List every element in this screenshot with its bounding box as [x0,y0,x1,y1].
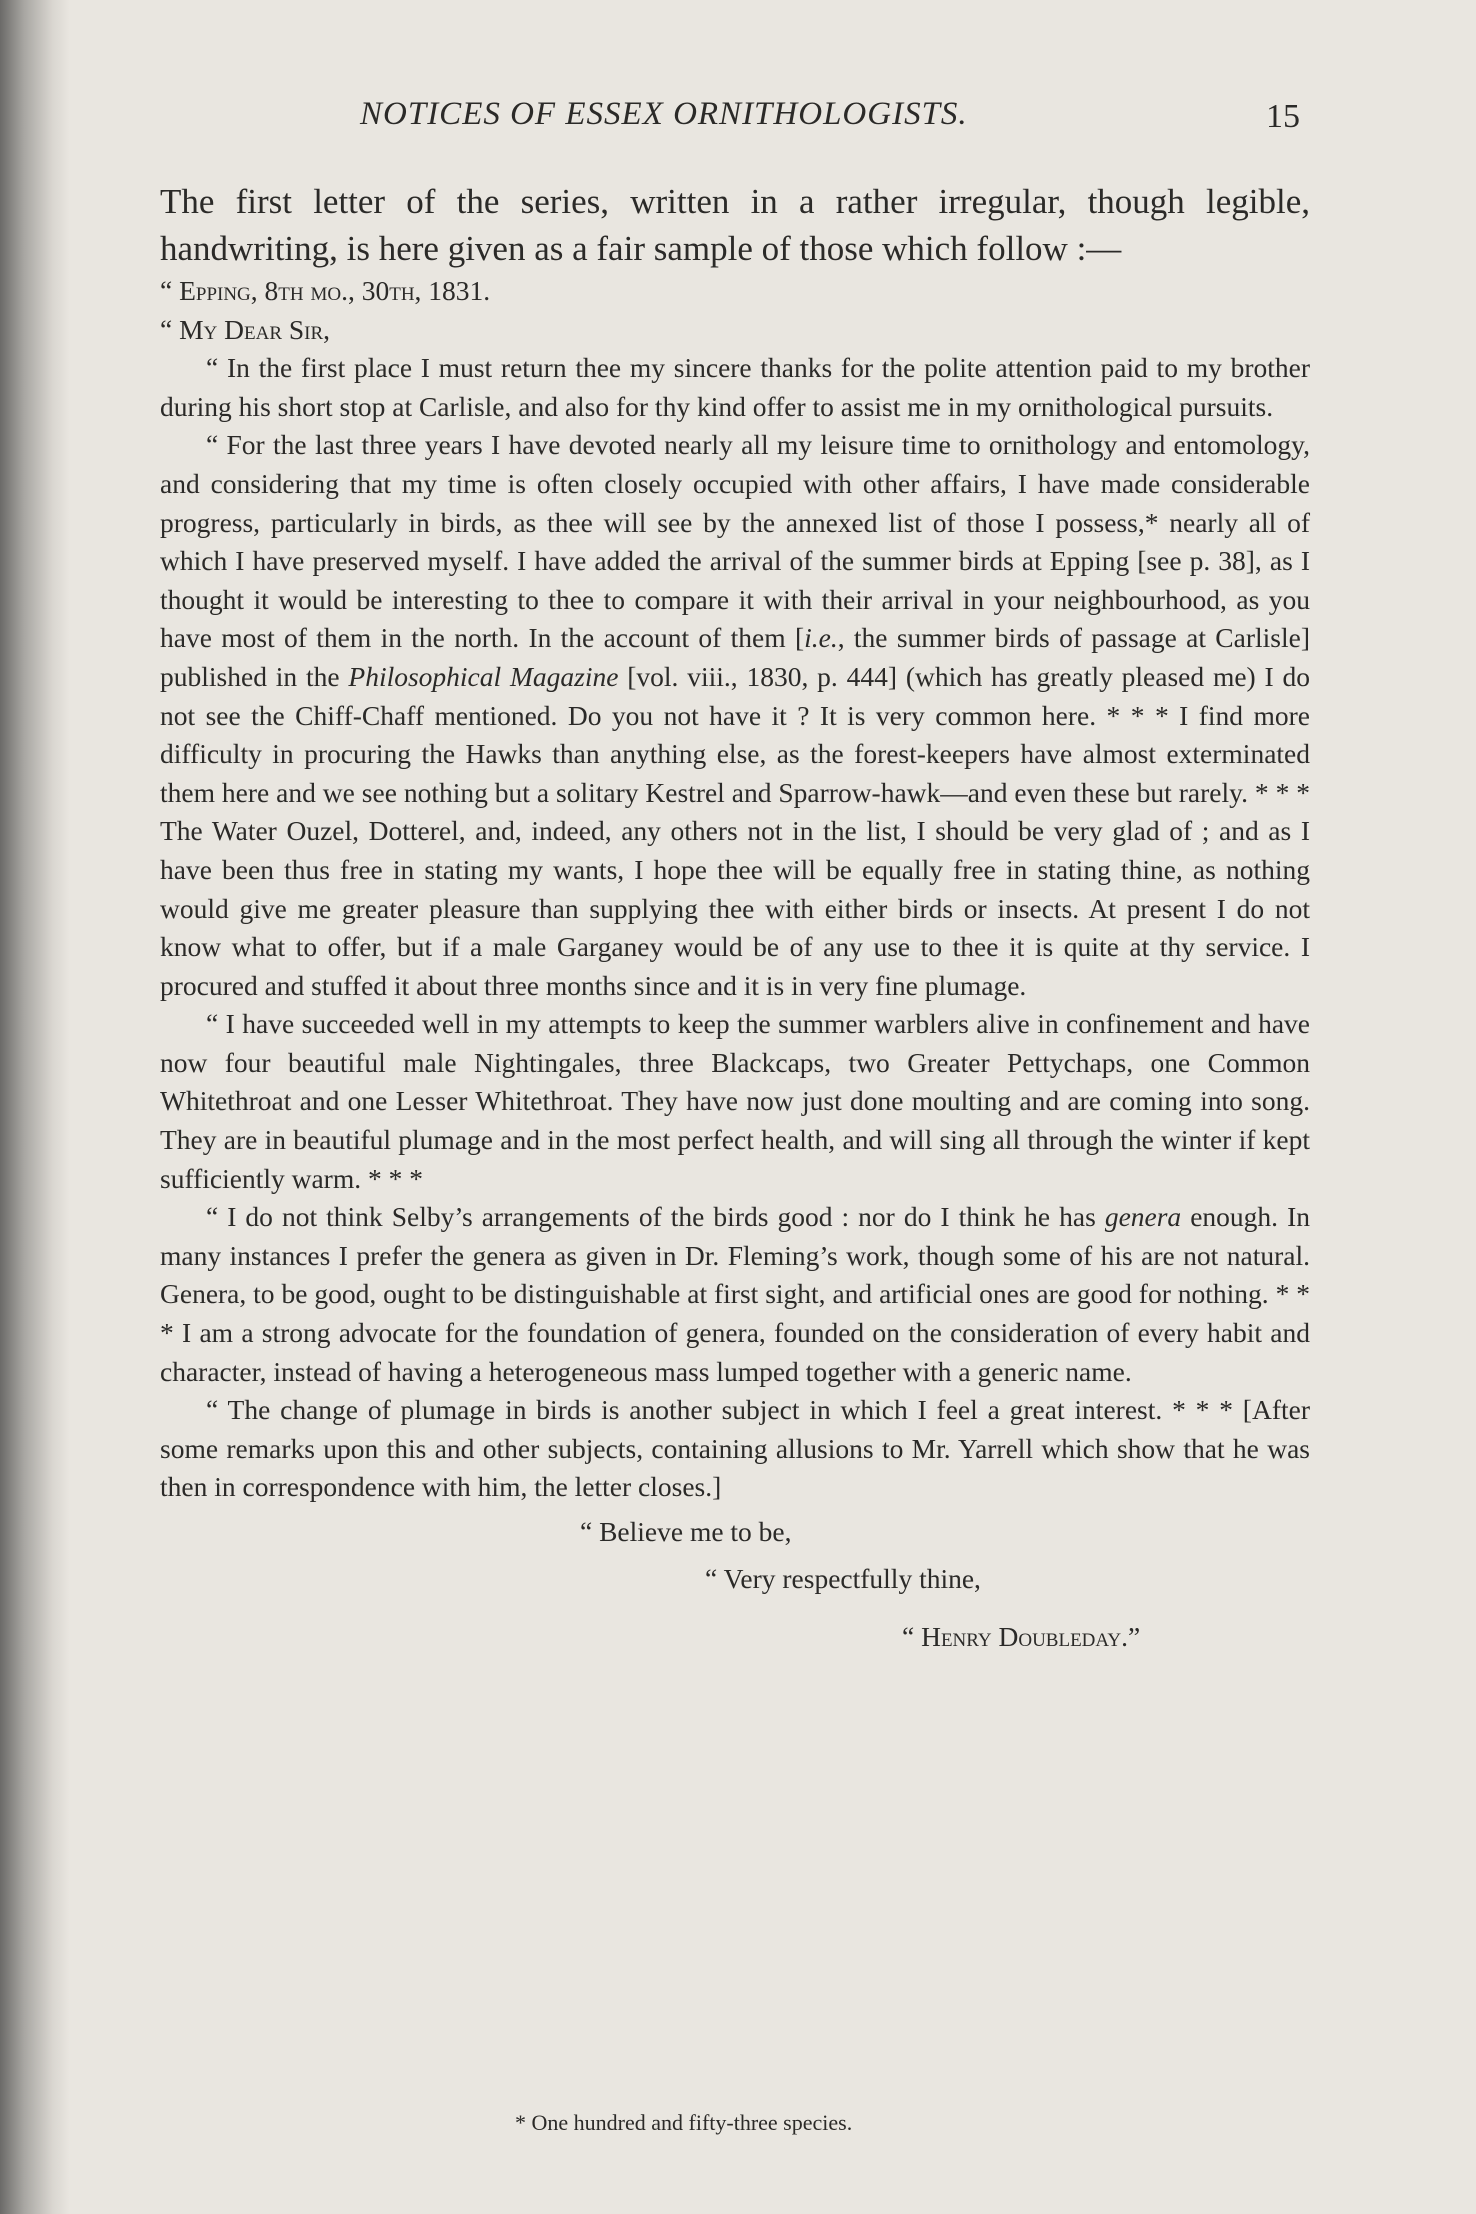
running-head: NOTICES OF ESSEX ORNITHOLOGISTS. [360,96,968,132]
letter-signature: “ Henry Doubleday.” [902,1621,1141,1653]
paragraph-2-text-c: [vol. viii., 1830, p. 444] (which has greatly pleased me) I do not see the Chiff-Chaff mentioned. Do you not have it ? It is very common here. * * * I find more difficulty in procuring the Hawks than anything else, as the forest-keepers have almost exterminated them here and we see nothing but a solitary Kestrel and Sparrow-hawk—and even these but rarely. * * * The Water Ouzel, Dotterel, and, indeed, any others not in the list, I should be very glad of ; and as I have been thus free in stating my wants, I hope thee will be equally free in stating thine, as nothing would give me greater pleasure than supplying thee with either birds or insects. At present I do not know what to offer, but if a male Garganey would be of any use to thee it is quite at thy service. I procured and stuffed it about three months since and it is in very fine plumage. [160,660,1310,1001]
letter-dateline: “ Epping, 8th mo., 30th, 1831. [160,275,491,306]
letter-closing-1: “ Believe me to be, [580,1516,792,1547]
letter [160,272,1310,1657]
letter-paragraph-5: “ The change of plumage in birds is another subject in which I feel a great interest. * * * [After some remarks upon this and other subjects, containing allusions to Mr. Yarrell which show that he was then in correspondence with him, the letter closes.] [160,1394,1310,1503]
paragraph-2-text-a: “ For the last three years I have devoted nearly all my leisure time to ornithology and entomology, and considering that my time is often closely occupied with other affairs, I have made considerable progress, particularly in birds, as thee will see by the annexed list of those I possess,* nearly all of which I have preserved myself. I have added the arrival of the summer birds at Epping [see p. 38], as I thought it would be interesting to thee to compare it with their arrival in your neighbourhood, as you have most of them in the north. In the account of them [ [160,429,1310,654]
page-number: 15 [1266,98,1300,135]
letter-closing-2: “ Very respectfully thine, [705,1562,981,1594]
paragraph-4-text-a: “ I do not think Selby’s arrangements of the birds good : nor do I think he has [206,1201,1105,1233]
ie-abbreviation: i.e. [804,622,838,654]
letter-salutation: “ My Dear Sir, [160,313,331,345]
letter-paragraph-4 [160,1198,1310,1391]
genera-word: genera [1104,1201,1182,1233]
intro-paragraph: The first letter of the series, written in a rather irregular, though legible, handwriting, is here given as a fair sample of those which follow :— [160,182,1310,268]
journal-title: Philosophical Magazine [348,660,619,692]
paragraph-4-text-b: enough. In many instances I prefer the genera as given in Dr. Fleming’s work, though some of his are not natural. Genera, to be good, ought to be distinguishable at first sight, and artificial ones are good for nothing. * * * I am a strong advocate for the foundation of genera, founded on the consideration of every habit and character, instead of having a heterogeneous mass lumped together with a generic name. [160,1201,1310,1387]
footnote: * One hundred and fifty-three species. [515,2110,853,2135]
letter-paragraph-3: “ I have succeeded well in my attempts to keep the summer warblers alive in confinement and have now four beautiful male Nightingales, three Blackcaps, two Greater Pettychaps, one Common Whitethroat and one Lesser Whitethroat. They have now just done moulting and are coming into song. They are in beautiful plumage and in the most perfect health, and will sing all through the winter if kept sufficiently warm. * * * [160,1008,1310,1194]
body-text [160,178,1310,1657]
letter-paragraph-2 [160,426,1310,1005]
paragraph-2-text-b: , the summer birds of passage at Carlisle] published in the [160,622,1310,692]
letter-paragraph-1: “ In the first place I must return thee my sincere thanks for the polite attention paid to my brother during his short stop at Carlisle, and also for thy kind offer to assist me in my ornithological pursuits. [160,352,1310,422]
